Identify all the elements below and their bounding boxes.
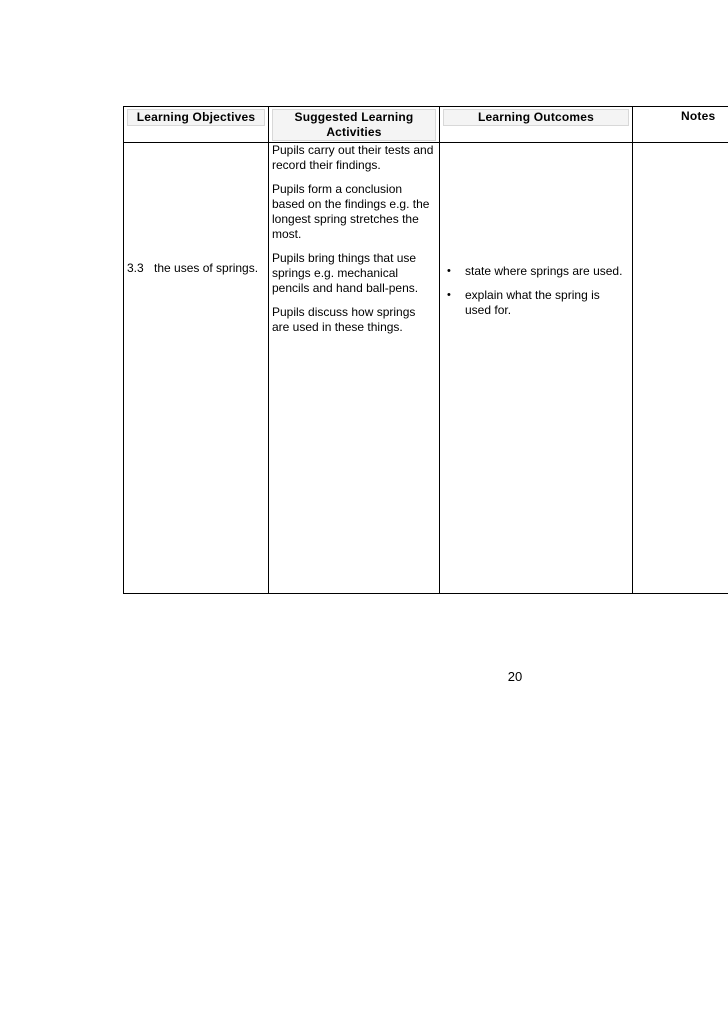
learning-objective-text: the uses of springs. <box>154 261 259 275</box>
bullet-icon: • <box>447 265 451 277</box>
header-notes <box>633 107 728 143</box>
objectives-cell <box>124 143 269 594</box>
learning-outcome-text: explain what the spring is used for. <box>465 288 600 317</box>
header-notes-label: Notes <box>681 109 716 123</box>
header-suggested-learning-activities-label: Suggested Learning Activities <box>272 109 436 141</box>
learning-outcomes-list <box>443 264 629 318</box>
curriculum-table <box>123 106 728 594</box>
activities-cell <box>269 143 440 594</box>
notes-cell <box>633 143 728 594</box>
header-learning-outcomes-label: Learning Outcomes <box>443 109 629 126</box>
learning-objective-item <box>127 261 265 276</box>
activity-paragraph: Pupils form a conclusion based on the findings e.g. the longest spring stretches the most. <box>272 182 430 241</box>
page-number: 20 <box>507 669 523 684</box>
header-learning-objectives-label: Learning Objectives <box>127 109 265 126</box>
header-learning-outcomes <box>440 107 633 143</box>
header-suggested-learning-activities <box>269 107 440 143</box>
activity-paragraph: Pupils discuss how springs are used in these things. <box>272 305 416 334</box>
bullet-icon: • <box>447 289 451 301</box>
learning-outcome-text: state where springs are used. <box>465 264 623 278</box>
activity-paragraph: Pupils bring things that use springs e.g. mechanical pencils and hand ball-pens. <box>272 251 419 295</box>
table-header-row <box>124 107 728 143</box>
curriculum-table-wrapper <box>123 106 728 594</box>
table-row <box>124 143 728 594</box>
list-item <box>443 288 629 318</box>
activity-paragraph: Pupils carry out their tests and record their findings. <box>272 143 434 172</box>
learning-objective-number: 3.3 <box>127 261 144 275</box>
outcomes-cell <box>440 143 633 594</box>
header-learning-objectives <box>124 107 269 143</box>
list-item <box>443 264 629 279</box>
